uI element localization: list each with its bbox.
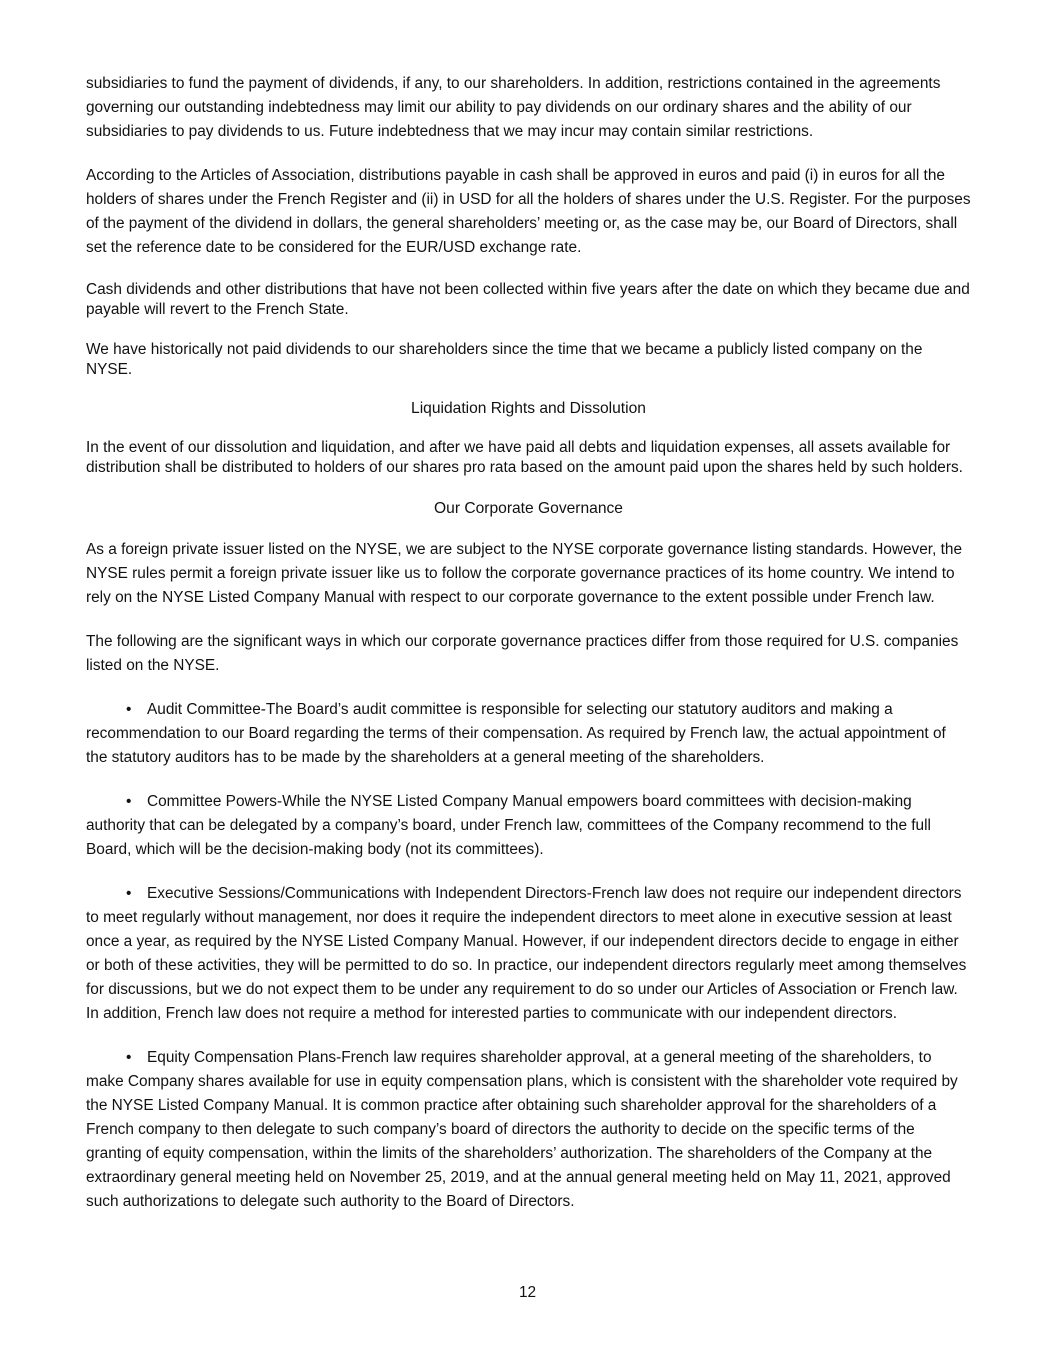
bullet-equity-compensation bbox=[86, 1046, 971, 1214]
heading-liquidation-rights: Liquidation Rights and Dissolution bbox=[411, 400, 646, 417]
bullet-icon: • bbox=[126, 793, 132, 810]
paragraph-foreign-private-issuer: As a foreign private issuer listed on the NYSE, we are subject to the NYSE corporate governance listing standards. However, the NYSE rules permit a foreign private issuer like us to follow the corporate governance practices of its home country. We intend to rely on the NYSE Listed Company Manual with respect to our corporate governance to the extent possible under French law. bbox=[86, 541, 963, 606]
paragraph-liquidation: In the event of our dissolution and liquidation, and after we have paid all debts and liquidation expenses, all assets available for distribution shall be distributed to holders of our shares pro rata based on the amount paid upon the shares held by such holders. bbox=[86, 439, 963, 476]
page-number: 12 bbox=[518, 1284, 537, 1301]
document-page bbox=[86, 72, 971, 1214]
bullet-text: Audit Committee-The Board’s audit committee is responsible for selecting our statutory auditors and making a recommendation to our Board regarding the terms of their compensation. As required by French law, the actual appointment of the statutory auditors has to be made by the shareholders at a general meeting of the shareholders. bbox=[86, 701, 946, 766]
bullet-audit-committee bbox=[86, 698, 971, 770]
paragraph-articles-distributions: According to the Articles of Association, distributions payable in cash shall be approved in euros and paid (i) in euros for all the holders of shares under the French Register and (ii) in USD for all the holders of shares under the U.S. Register. For the purposes of the payment of the dividend in dollars, the general shareholders’ meeting or, as the case may be, our Board of Directors, shall set the reference date to be considered for the EUR/USD exchange rate. bbox=[86, 167, 971, 256]
bullet-text: Executive Sessions/Communications with Independent Directors-French law does not require our independent directors to meet regularly without management, nor does it require the independent directors to meet alone in executive session at least once a year, as required by the NYSE Listed Company Manual. However, if our independent directors decide to engage in either or both of these activities, they will be permitted to do so. In practice, our independent directors regularly meet among themselves for discussions, but we do not expect them to be under any requirement to do so under our Articles of Association or French law. In addition, French law does not require a method for interested parties to communicate with our independent directors. bbox=[86, 885, 967, 1022]
paragraph-significant-ways: The following are the significant ways in which our corporate governance practices differ from those required for U.S. companies listed on the NYSE. bbox=[86, 633, 959, 674]
bullet-icon: • bbox=[126, 701, 132, 718]
heading-corporate-governance: Our Corporate Governance bbox=[434, 500, 623, 517]
paragraph-dividend-restrictions: subsidiaries to fund the payment of dividends, if any, to our shareholders. In addition, restrictions contained in the agreements governing our outstanding indebtedness may limit our ability to pay dividends on our ordinary shares and the ability of our subsidiaries to pay dividends to us. Future indebtedness that we may incur may contain similar restrictions. bbox=[86, 75, 941, 140]
bullet-executive-sessions bbox=[86, 882, 971, 1026]
bullet-committee-powers bbox=[86, 790, 971, 862]
bullet-text: Equity Compensation Plans-French law requires shareholder approval, at a general meeting of the shareholders, to make Company shares available for use in equity compensation plans, which is consistent with the shareholder vote required by the NYSE Listed Company Manual. It is common practice after obtaining such shareholder approval for the shareholders of a French company to then delegate to such company’s board of directors the authority to decide on the specific terms of the granting of equity compensation, within the limits of the shareholders’ authorization. The shareholders of the Company at the extraordinary general meeting held on November 25, 2019, and at the annual general meeting held on May 11, 2021, approved such authorizations to delegate such authority to the Board of Directors. bbox=[86, 1049, 958, 1210]
paragraph-historical-dividends: We have historically not paid dividends to our shareholders since the time that we became a publicly listed company on the NYSE. bbox=[86, 341, 923, 378]
bullet-text: Committee Powers-While the NYSE Listed Company Manual empowers board committees with decision-making authority that can be delegated by a company’s board, under French law, committees of the Company recommend to the full Board, which will be the decision-making body (not its committees). bbox=[86, 793, 931, 858]
paragraph-uncollected-dividends: Cash dividends and other distributions that have not been collected within five years after the date on which they became due and payable will revert to the French State. bbox=[86, 281, 970, 318]
bullet-icon: • bbox=[126, 1049, 132, 1066]
bullet-icon: • bbox=[126, 885, 132, 902]
